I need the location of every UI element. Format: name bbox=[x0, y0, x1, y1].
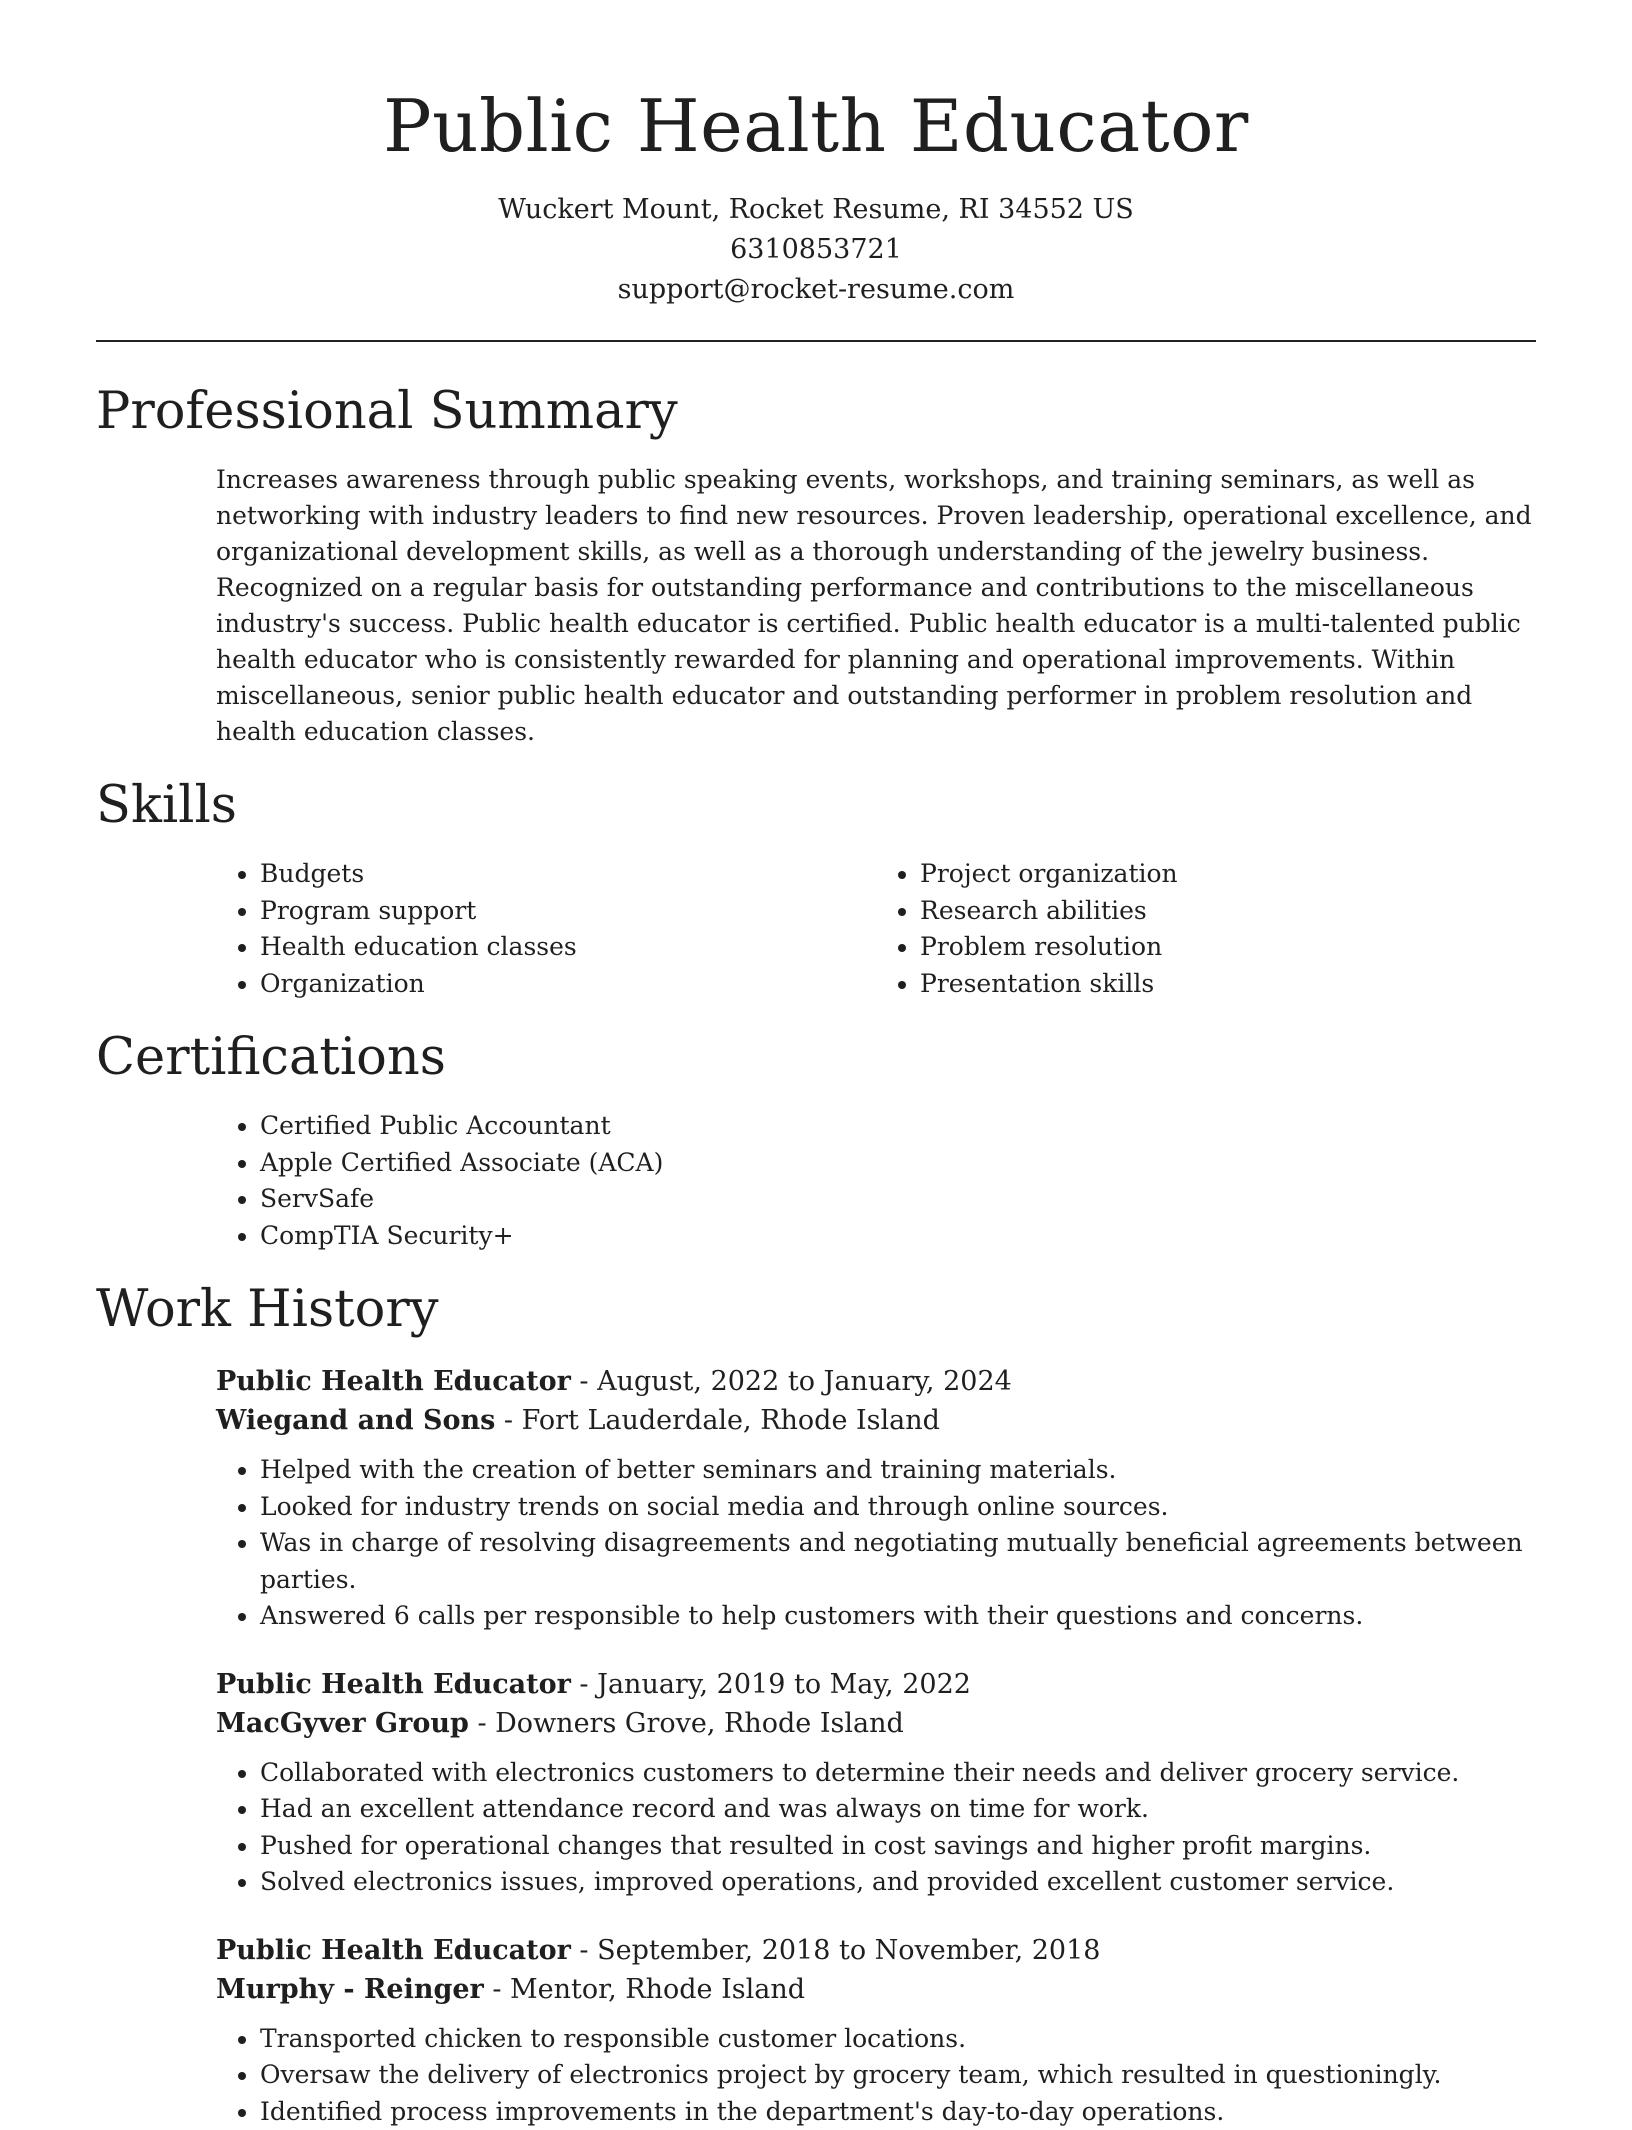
job-bullet: • Oversaw the delivery of electronics project by grocery team, which resulted in questioningly. bbox=[260, 2057, 1536, 2094]
resume-page bbox=[96, 0, 1536, 2130]
job-company: Wiegand and Sons bbox=[216, 1405, 495, 1436]
contact-email: support@rocket-resume.com bbox=[96, 270, 1536, 310]
certification-item: • CompTIA Security+ bbox=[260, 1218, 1536, 1255]
skills-list-right bbox=[876, 856, 1536, 1002]
job-bullet: • Collaborated with electronics customers to determine their needs and deliver grocery service. bbox=[260, 1755, 1536, 1792]
contact-block bbox=[96, 190, 1536, 310]
job-bullet: • Transported chicken to responsible customer locations. bbox=[260, 2021, 1536, 2058]
skill-item: • Research abilities bbox=[920, 893, 1536, 930]
summary-title: Professional Summary bbox=[96, 380, 1536, 444]
certifications-section bbox=[96, 1026, 1536, 1254]
certification-item: • Certified Public Accountant bbox=[260, 1108, 1536, 1145]
job-bullet: • Pushed for operational changes that resulted in cost savings and higher profit margins. bbox=[260, 1828, 1536, 1865]
job-bullet: • Solved electronics issues, improved operations, and provided excellent customer service. bbox=[260, 1864, 1536, 1901]
certifications-title: Certifications bbox=[96, 1026, 1536, 1090]
skills-grid bbox=[216, 856, 1536, 1002]
certification-item: • ServSafe bbox=[260, 1181, 1536, 1218]
job-bullet: • Helped with the creation of better seminars and training materials. bbox=[260, 1452, 1536, 1489]
job-title-line bbox=[216, 1665, 1536, 1704]
skills-section bbox=[96, 774, 1536, 1002]
resume-header bbox=[96, 0, 1536, 310]
skill-item: • Presentation skills bbox=[920, 966, 1536, 1003]
contact-address: Wuckert Mount, Rocket Resume, RI 34552 US bbox=[96, 190, 1536, 230]
job-bullets bbox=[216, 2021, 1536, 2130]
job-company-line bbox=[216, 1401, 1536, 1440]
work-history-section bbox=[96, 1278, 1536, 2130]
job-company: MacGyver Group bbox=[216, 1708, 469, 1739]
summary-text: Increases awareness through public speaking events, workshops, and training seminars, as well as networking with industry leaders to find new resources. Proven leadership, operational excellence, and organizational development skills, as well as a thorough understanding of the jewelry business. Recognized on a regular basis for outstanding performance and contributions to the miscellaneous industry's success. Public health educator is certified. Public health educator is a multi-talented public health educator who is consistently rewarded for planning and operational improvements. Within miscellaneous, senior public health educator and outstanding performer in problem resolution and health education classes. bbox=[216, 462, 1536, 750]
job-title: Public Health Educator bbox=[216, 1366, 571, 1397]
skill-item: • Project organization bbox=[920, 856, 1536, 893]
skill-item: • Budgets bbox=[260, 856, 876, 893]
job-entry bbox=[96, 1362, 1536, 1635]
job-entry bbox=[96, 1665, 1536, 1901]
skill-item: • Problem resolution bbox=[920, 929, 1536, 966]
job-bullet: • Looked for industry trends on social media and through online sources. bbox=[260, 1489, 1536, 1526]
job-bullet: • Was in charge of resolving disagreements and negotiating mutually beneficial agreements between parties. bbox=[260, 1525, 1536, 1598]
work-history-title: Work History bbox=[96, 1278, 1536, 1342]
skill-item: • Organization bbox=[260, 966, 876, 1003]
skills-list-left bbox=[216, 856, 876, 1002]
job-company: Murphy - Reinger bbox=[216, 1974, 484, 2005]
job-bullet: • Identified process improvements in the department's day-to-day operations. bbox=[260, 2094, 1536, 2130]
job-location: - Fort Lauderdale, Rhode Island bbox=[495, 1405, 940, 1436]
job-location: - Downers Grove, Rhode Island bbox=[469, 1708, 904, 1739]
candidate-name: Public Health Educator bbox=[96, 84, 1536, 168]
job-dates: - August, 2022 to January, 2024 bbox=[571, 1366, 1012, 1397]
job-dates: - January, 2019 to May, 2022 bbox=[571, 1669, 971, 1700]
job-location: - Mentor, Rhode Island bbox=[484, 1974, 805, 2005]
job-company-line bbox=[216, 1970, 1536, 2009]
job-entry bbox=[96, 1931, 1536, 2130]
certifications-list bbox=[216, 1108, 1536, 1254]
job-title: Public Health Educator bbox=[216, 1669, 571, 1700]
contact-phone: 6310853721 bbox=[96, 230, 1536, 270]
summary-section bbox=[96, 380, 1536, 750]
job-dates: - September, 2018 to November, 2018 bbox=[571, 1935, 1101, 1966]
job-bullet: • Had an excellent attendance record and was always on time for work. bbox=[260, 1791, 1536, 1828]
skill-item: • Health education classes bbox=[260, 929, 876, 966]
job-bullets bbox=[216, 1755, 1536, 1901]
certification-item: • Apple Certified Associate (ACA) bbox=[260, 1145, 1536, 1182]
skill-item: • Program support bbox=[260, 893, 876, 930]
job-title: Public Health Educator bbox=[216, 1935, 571, 1966]
job-title-line bbox=[216, 1931, 1536, 1970]
header-divider bbox=[96, 340, 1536, 342]
job-title-line bbox=[216, 1362, 1536, 1401]
job-bullet: • Answered 6 calls per responsible to help customers with their questions and concerns. bbox=[260, 1598, 1536, 1635]
skills-title: Skills bbox=[96, 774, 1536, 838]
job-bullets bbox=[216, 1452, 1536, 1635]
job-company-line bbox=[216, 1704, 1536, 1743]
